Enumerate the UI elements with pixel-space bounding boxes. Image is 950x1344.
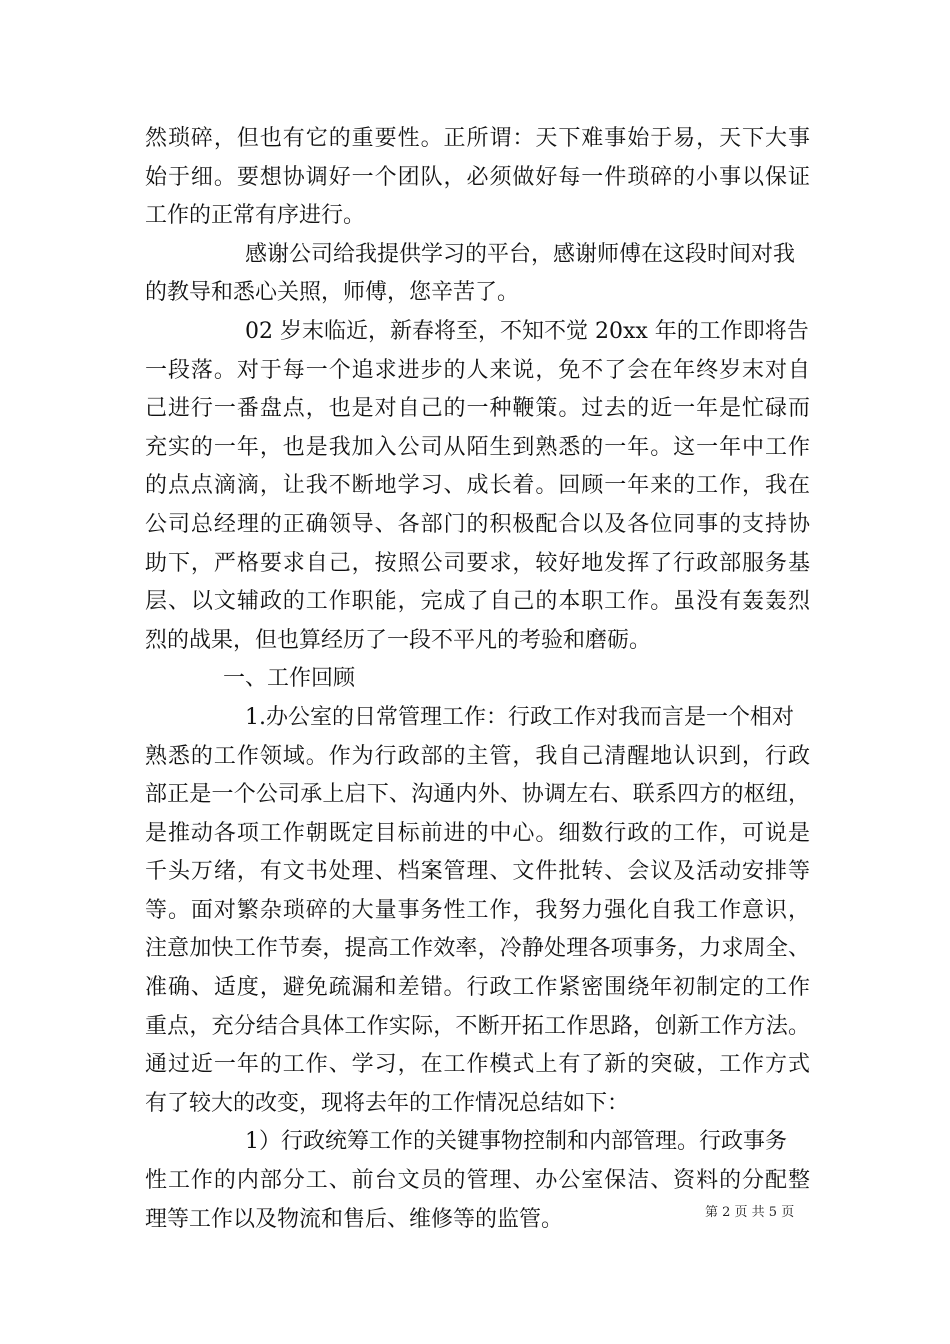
text-line: 己进行一番盘点，也是对自己的一种鞭策。过去的近一年是忙碌而 [145, 396, 810, 422]
text-line: 熟悉的工作领域。作为行政部的主管，我自己清醒地认识到，行政 [145, 743, 810, 769]
text-line: 然琐碎，但也有它的重要性。正所谓：天下难事始于易，天下大事 [145, 126, 810, 151]
text-line: 重点，充分结合具体工作实际，不断开拓工作思路，创新工作方法。 [145, 1013, 810, 1039]
text-line: 性工作的内部分工、前台文员的管理、办公室保洁、资料的分配整 [145, 1168, 810, 1194]
text-line: 始于细。要想协调好一个团队，必须做好每一件琐碎的小事以保证 [145, 164, 810, 190]
text-line: 是推动各项工作朝既定目标前进的中心。细数行政的工作，可说是 [145, 820, 810, 846]
text-line: 烈的战果，但也算经历了一段不平凡的考验和磨砺。 [145, 627, 652, 653]
text-line: 通过近一年的工作、学习，在工作模式上有了新的突破，工作方式 [145, 1052, 810, 1078]
text-line: 的教导和悉心关照，师傅，您辛苦了。 [145, 280, 520, 306]
text-line: 1）行政统筹工作的关键事物控制和内部管理。行政事务 [245, 1129, 787, 1155]
text-line: 一段落。对于每一个追求进步的人来说，免不了会在年终岁末对自 [145, 357, 810, 383]
text-line: 理等工作以及物流和售后、维修等的监管。 [145, 1206, 564, 1232]
text-line: 工作的正常有序进行。 [145, 203, 366, 229]
text-line: 准确、适度，避免疏漏和差错。行政工作紧密围绕年初制定的工作 [145, 975, 810, 1001]
document-body [145, 120, 810, 1239]
text-line: 有了较大的改变，现将去年的工作情况总结如下： [145, 1090, 630, 1116]
text-line: 感谢公司给我提供学习的平台，感谢师傅在这段时间对我 [245, 241, 796, 267]
text-line: 02 岁末临近，新春将至，不知不觉 20xx 年的工作即将告 [245, 318, 809, 344]
text-line: 公司总经理的正确领导、各部门的积极配合以及各位同事的支持协 [145, 511, 810, 537]
text-line: 1.办公室的日常管理工作：行政工作对我而言是一个相对 [245, 704, 794, 730]
text-line: 充实的一年，也是我加入公司从陌生到熟悉的一年。这一年中工作 [145, 434, 810, 460]
text-line: 等。面对繁杂琐碎的大量事务性工作，我努力强化自我工作意识， [145, 897, 810, 923]
page-number-footer: 第 2 页 共 5 页 [705, 1205, 795, 1220]
text-line: 注意加快工作节奏，提高工作效率，冷静处理各项事务，力求周全、 [145, 936, 810, 962]
text-line: 助下，严格要求自己，按照公司要求，较好地发挥了行政部服务基 [145, 550, 810, 576]
text-line: 千头万绪，有文书处理、档案管理、文件批转、会议及活动安排等 [145, 859, 810, 885]
section-heading: 一、工作回顾 [223, 666, 356, 692]
text-line: 的点点滴滴，让我不断地学习、成长着。回顾一年来的工作，我在 [145, 473, 810, 499]
text-line: 层、以文辅政的工作职能，完成了自己的本职工作。虽没有轰轰烈 [145, 589, 810, 615]
text-line: 部正是一个公司承上启下、沟通内外、协调左右、联系四方的枢纽， [145, 782, 810, 808]
